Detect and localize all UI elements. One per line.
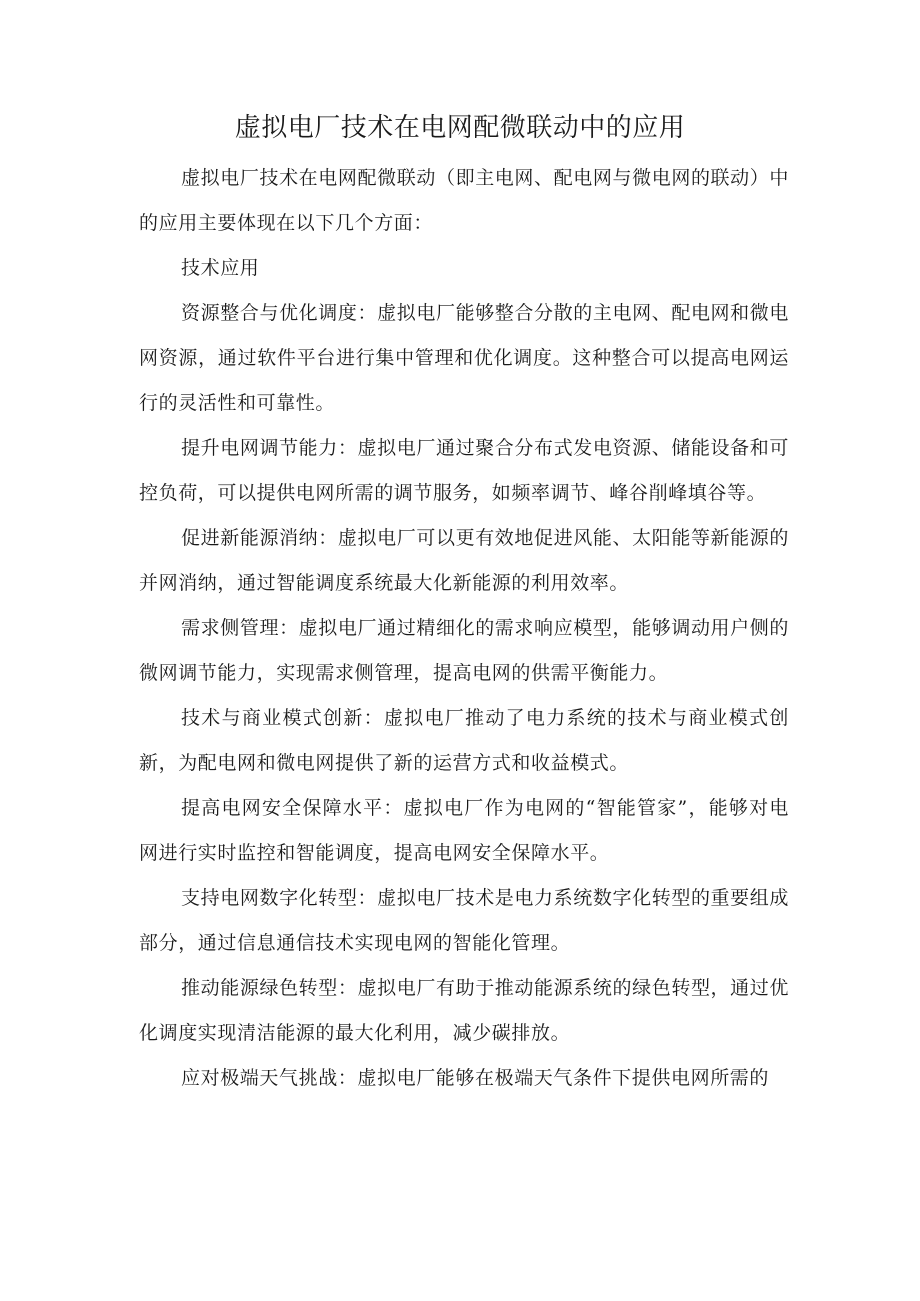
paragraph-regulation-capacity: 提升电网调节能力：虚拟电厂通过聚合分布式发电资源、储能设备和可控负荷，可以提供电网所需的调节服务，如频率调节、峰谷削峰填谷等。: [139, 437, 789, 504]
paragraph-grid-security: 提高电网安全保障水平：虚拟电厂作为电网的“智能管家”，能够对电网进行实时监控和智能调度，提高电网安全保障水平。: [139, 797, 789, 864]
paragraph-resource-integration: 资源整合与优化调度：虚拟电厂能够整合分散的主电网、配电网和微电网资源，通过软件平台进行集中管理和优化调度。这种整合可以提高电网运行的灵活性和可靠性。: [139, 302, 789, 414]
document-title: 虚拟电厂技术在电网配微联动中的应用: [234, 113, 686, 143]
paragraph-green-transition: 推动能源绿色转型：虚拟电厂有助于推动能源系统的绿色转型，通过优化调度实现清洁能源的最大化利用，减少碳排放。: [139, 977, 789, 1044]
paragraph-business-innovation: 技术与商业模式创新：虚拟电厂推动了电力系统的技术与商业模式创新，为配电网和微电网提供了新的运营方式和收益模式。: [139, 707, 789, 774]
paragraph-digital-transformation: 支持电网数字化转型：虚拟电厂技术是电力系统数字化转型的重要组成部分，通过信息通信技术实现电网的智能化管理。: [139, 887, 789, 954]
document-body: [139, 156, 789, 1101]
paragraph-demand-side: 需求侧管理：虚拟电厂通过精细化的需求响应模型，能够调动用户侧的微网调节能力，实现需求侧管理，提高电网的供需平衡能力。: [139, 617, 789, 684]
paragraph-intro: 虚拟电厂技术在电网配微联动（即主电网、配电网与微电网的联动）中的应用主要体现在以下几个方面：: [139, 167, 789, 234]
paragraph-renewable-consumption: 促进新能源消纳：虚拟电厂可以更有效地促进风能、太阳能等新能源的并网消纳，通过智能调度系统最大化新能源的利用效率。: [139, 527, 789, 594]
paragraph-extreme-weather: 应对极端天气挑战：虚拟电厂能够在极端天气条件下提供电网所需的: [181, 1067, 770, 1089]
paragraph-section-heading: 技术应用: [181, 257, 260, 279]
